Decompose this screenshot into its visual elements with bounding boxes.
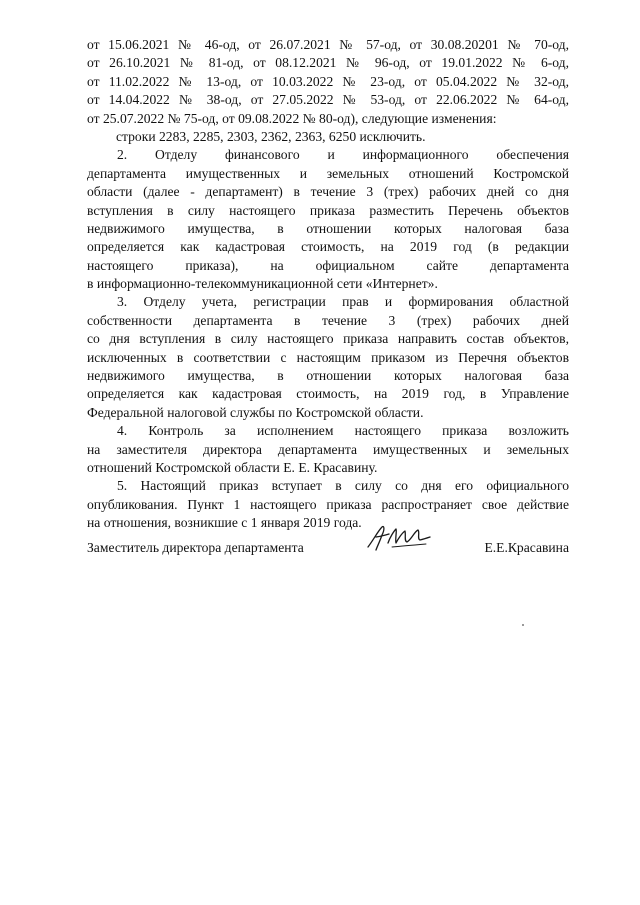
text-line: на заместителя директора департамента имущественных и земельных [87, 441, 569, 457]
text-line: 3. Отделу учета, регистрации прав и формирования областной [117, 294, 569, 310]
signature-block [87, 540, 569, 560]
paragraph-5 [87, 477, 569, 532]
text-line: определяется как кадастровая стоимость, на 2019 год, в Управление [87, 386, 569, 402]
text-line: 4. Контроль за исполнением настоящего приказа возложить [117, 423, 569, 439]
text-line: департамента имущественных и земельных отношений Костромской [87, 165, 569, 181]
text-line: настоящего приказа), на официальном сайте департамента [87, 257, 569, 273]
text-line: строки 2283, 2285, 2303, 2362, 2363, 6250 исключить. [116, 128, 426, 144]
text-line: недвижимого имущества, в отношении которых налоговая база [87, 220, 569, 236]
text-line: исключенных в соответствии с настоящим приказом из Перечня объектов [87, 349, 569, 365]
text-line: от 11.02.2022 № 13-од, от 10.03.2022 № 23-од, от 05.04.2022 № 32-од, [87, 73, 569, 89]
text-line: собственности департамента в течение 3 (трех) рабочих дней [87, 312, 569, 328]
text-line: вступления в силу настоящего приказа разместить Перечень объектов [87, 202, 569, 218]
text-line: 2. Отделу финансового и информационного обеспечения [117, 147, 569, 163]
text-line: со дня вступления в силу настоящего приказа направить состав объектов, [87, 331, 569, 347]
scan-speck [522, 624, 524, 626]
text-line: области (далее - департамент) в течение 3 (трех) рабочих дней со дня [87, 184, 569, 200]
paragraph-2 [87, 146, 569, 293]
text-line: 5. Настоящий приказ вступает в силу со дня его официального [117, 478, 569, 494]
document-body [87, 36, 569, 533]
paragraph-4 [87, 422, 569, 477]
text-line: опубликования. Пункт 1 настоящего приказа распространяет свое действие [87, 496, 569, 512]
text-line: недвижимого имущества, в отношении которых налоговая база [87, 368, 569, 384]
text-line: от 15.06.2021 № 46-од, от 26.07.2021 № 57-од, от 30.08.20201 № 70-од, [87, 37, 569, 52]
text-line: определяется как кадастровая стоимость, на 2019 год (в редакции [87, 239, 569, 255]
signatory-position: Заместитель директора департамента [87, 540, 304, 555]
text-line: в информационно-телекоммуникационной сети «Интернет». [87, 276, 438, 292]
text-line: на отношения, возникшие с 1 января 2019 года. [87, 515, 362, 531]
text-line: от 25.07.2022 № 75-од, от 09.08.2022 № 80-од), следующие изменения: [87, 110, 497, 126]
paragraph-3 [87, 293, 569, 422]
text-line: Федеральной налоговой службы по Костромской области. [87, 404, 424, 420]
text-line: отношений Костромской области Е. Е. Красавину. [87, 459, 378, 475]
amendment-dates-paragraph [87, 36, 569, 128]
text-line: от 26.10.2021 № 81-од, от 08.12.2021 № 96-од, от 19.01.2022 № 6-од, [87, 55, 569, 71]
signatory-name: Е.Е.Красавина [484, 540, 569, 555]
rows-exclusion-paragraph [87, 128, 569, 146]
text-line: от 14.04.2022 № 38-од, от 27.05.2022 № 53-од, от 22.06.2022 № 64-од, [87, 92, 569, 108]
